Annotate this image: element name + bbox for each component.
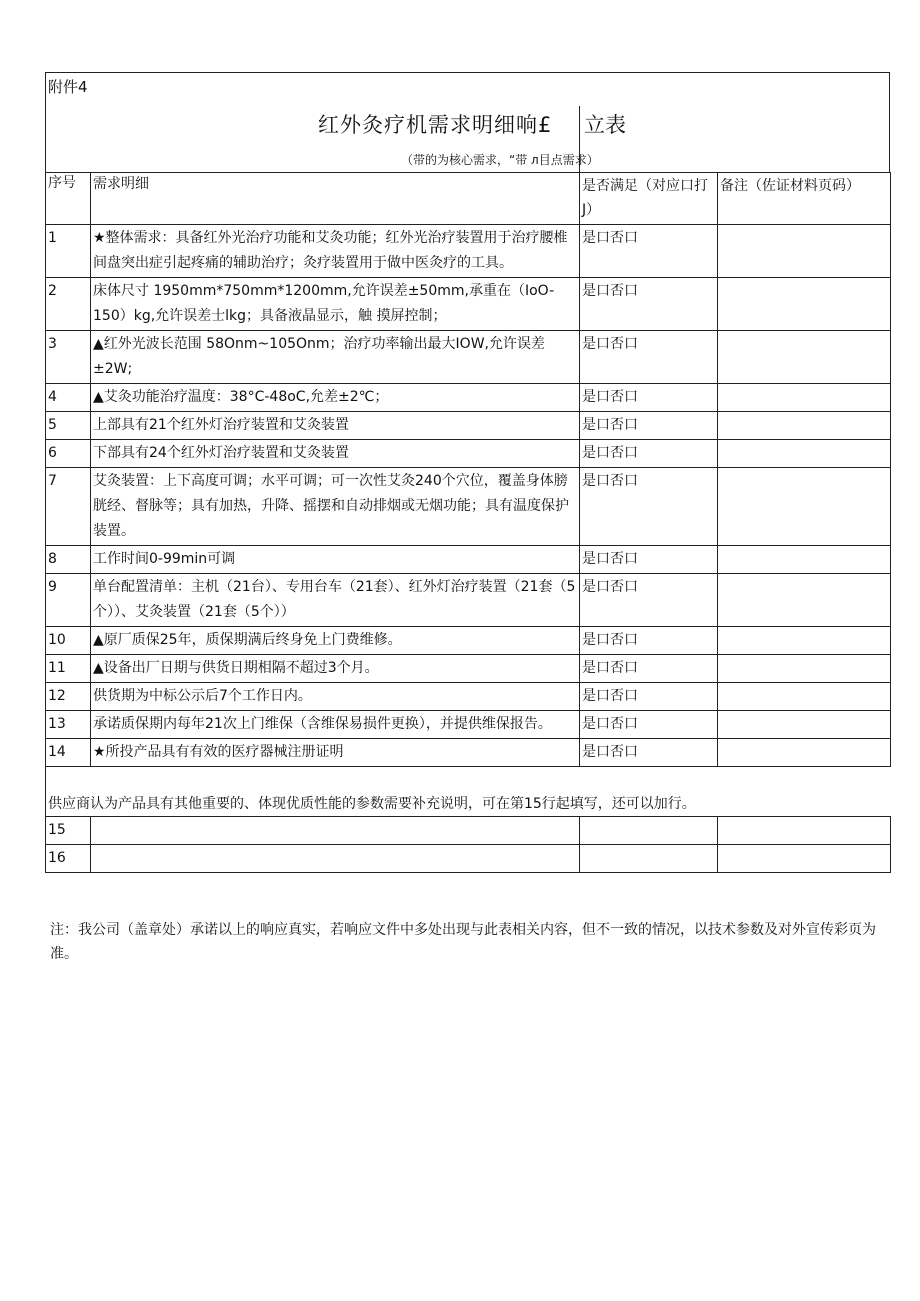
- row-number: 1: [46, 225, 91, 278]
- row-number: 15: [46, 817, 91, 845]
- remarks-cell[interactable]: [718, 655, 891, 683]
- requirement-text: 上部具有21个红外灯治疗装置和艾灸装置: [91, 412, 580, 440]
- row-number: 6: [46, 440, 91, 468]
- remarks-cell[interactable]: [718, 412, 891, 440]
- meets-checkbox-pair[interactable]: 是口否口: [580, 225, 718, 278]
- meets-checkbox-pair[interactable]: 是口否口: [580, 412, 718, 440]
- remarks-cell[interactable]: [718, 627, 891, 655]
- table-row: [46, 412, 891, 440]
- table-row: [46, 574, 891, 627]
- row-number: 13: [46, 711, 91, 739]
- remarks-cell[interactable]: [718, 278, 891, 331]
- remarks-cell[interactable]: [718, 331, 891, 384]
- table-row: [46, 845, 891, 873]
- meets-checkbox-pair[interactable]: 是口否口: [580, 711, 718, 739]
- table-row: [46, 739, 891, 767]
- sheet-header: [45, 72, 890, 172]
- meets-checkbox-pair[interactable]: 是口否口: [580, 278, 718, 331]
- remarks-cell[interactable]: [718, 546, 891, 574]
- meets-checkbox-pair[interactable]: 是口否口: [580, 384, 718, 412]
- table-row: [46, 711, 891, 739]
- meets-checkbox-pair[interactable]: 是口否口: [580, 331, 718, 384]
- header-requirement: 需求明细: [91, 173, 580, 225]
- remarks-cell[interactable]: [718, 440, 891, 468]
- row-number: 11: [46, 655, 91, 683]
- meets-checkbox-pair[interactable]: 是口否口: [580, 440, 718, 468]
- header-remarks: 备注（佐证材料页码）: [718, 173, 891, 225]
- meets-checkbox-pair[interactable]: 是口否口: [580, 546, 718, 574]
- row-number: 2: [46, 278, 91, 331]
- requirement-text: ★整体需求：具备红外光治疗功能和艾灸功能；红外光治疗装置用于治疗腰椎间盘突出症引起疼痛的辅助治疗；灸疗装置用于做中医灸疗的工具。: [91, 225, 580, 278]
- meets-input[interactable]: [580, 817, 718, 845]
- table-row: [46, 384, 891, 412]
- remarks-cell[interactable]: [718, 711, 891, 739]
- requirement-text: 单台配置清单：主机（21台）、专用台车（21套）、红外灯治疗装置（21套（5个））、艾灸装置（21套（5个））: [91, 574, 580, 627]
- table-row: [46, 278, 891, 331]
- row-number: 16: [46, 845, 91, 873]
- requirement-text: ▲设备出厂日期与供货日期相隔不超过3个月。: [91, 655, 580, 683]
- meets-checkbox-pair[interactable]: 是口否口: [580, 627, 718, 655]
- row-number: 3: [46, 331, 91, 384]
- row-number: 5: [46, 412, 91, 440]
- row-number: 4: [46, 384, 91, 412]
- requirement-text: 下部具有24个红外灯治疗装置和艾灸装置: [91, 440, 580, 468]
- remarks-cell[interactable]: [718, 384, 891, 412]
- requirement-input[interactable]: [91, 817, 580, 845]
- remarks-cell[interactable]: [718, 468, 891, 546]
- requirement-text: 供货期为中标公示后7个工作日内。: [91, 683, 580, 711]
- remarks-cell[interactable]: [718, 739, 891, 767]
- remarks-cell[interactable]: [718, 574, 891, 627]
- page-title-suffix: 立表: [584, 113, 626, 137]
- table-row: [46, 440, 891, 468]
- requirements-table: [45, 172, 891, 873]
- row-number: 12: [46, 683, 91, 711]
- requirement-text: ▲红外光波长范围 58Onm~105Onm；治疗功率输出最大IOW,允许误差±2W;: [91, 331, 580, 384]
- requirement-sheet: [45, 72, 890, 873]
- page-subtitle: （带的为核心需求，“带 л目点需求）: [401, 153, 599, 167]
- table-row: [46, 546, 891, 574]
- table-header-row: [46, 173, 891, 225]
- requirement-text: ▲艾灸功能治疗温度：38°C-48oC,允差±2℃；: [91, 384, 580, 412]
- table-row: [46, 655, 891, 683]
- remarks-input[interactable]: [718, 845, 891, 873]
- header-no: 序号: [46, 173, 91, 225]
- meets-input[interactable]: [580, 845, 718, 873]
- supplement-row: [46, 767, 891, 817]
- requirement-text: ★所投产品具有有效的医疗器械注册证明: [91, 739, 580, 767]
- meets-checkbox-pair[interactable]: 是口否口: [580, 739, 718, 767]
- meets-checkbox-pair[interactable]: 是口否口: [580, 468, 718, 546]
- row-number: 14: [46, 739, 91, 767]
- requirement-text: 工作时间0-99min可调: [91, 546, 580, 574]
- row-number: 10: [46, 627, 91, 655]
- remarks-cell[interactable]: [718, 683, 891, 711]
- footer-note: 注：我公司（盖章处）承诺以上的响应真实，若响应文件中多处出现与此表相关内容，但不一致的情况，以技术参数及对外宣传彩页为准。: [50, 922, 876, 962]
- row-number: 7: [46, 468, 91, 546]
- requirement-input[interactable]: [91, 845, 580, 873]
- requirement-text: 艾灸装置：上下高度可调；水平可调；可一次性艾灸240个穴位，覆盖身体膀胱经、督脉等；具有加热，升降、摇摆和自动排烟或无烟功能；具有温度保护装置。: [91, 468, 580, 546]
- table-row: [46, 225, 891, 278]
- row-number: 8: [46, 546, 91, 574]
- remarks-input[interactable]: [718, 817, 891, 845]
- meets-checkbox-pair[interactable]: 是口否口: [580, 683, 718, 711]
- requirement-text: ▲原厂质保25年，质保期满后终身免上门费维修。: [91, 627, 580, 655]
- meets-checkbox-pair[interactable]: 是口否口: [580, 655, 718, 683]
- table-row: [46, 468, 891, 546]
- meets-checkbox-pair[interactable]: 是口否口: [580, 574, 718, 627]
- remarks-cell[interactable]: [718, 225, 891, 278]
- requirement-text: 床体尺寸 1950mm*750mm*1200mm,允许误差±50mm,承重在（IoO-150）kg,允许误差士lkg；具备液晶显示，触 摸屏控制；: [91, 278, 580, 331]
- table-row: [46, 331, 891, 384]
- table-row: [46, 627, 891, 655]
- page-title: 红外灸疗机需求明细响£: [318, 113, 553, 137]
- header-meets: 是否满足（对应口打J）: [580, 173, 718, 225]
- annex-label: 附件4: [48, 78, 88, 96]
- supplement-note: 供应商认为产品具有其他重要的、体现优质性能的参数需要补充说明，可在第15行起填写，还可以加行。: [46, 767, 891, 817]
- requirement-text: 承诺质保期内每年21次上门维保（含维保易损件更换），并提供维保报告。: [91, 711, 580, 739]
- table-row: [46, 683, 891, 711]
- row-number: 9: [46, 574, 91, 627]
- table-row: [46, 817, 891, 845]
